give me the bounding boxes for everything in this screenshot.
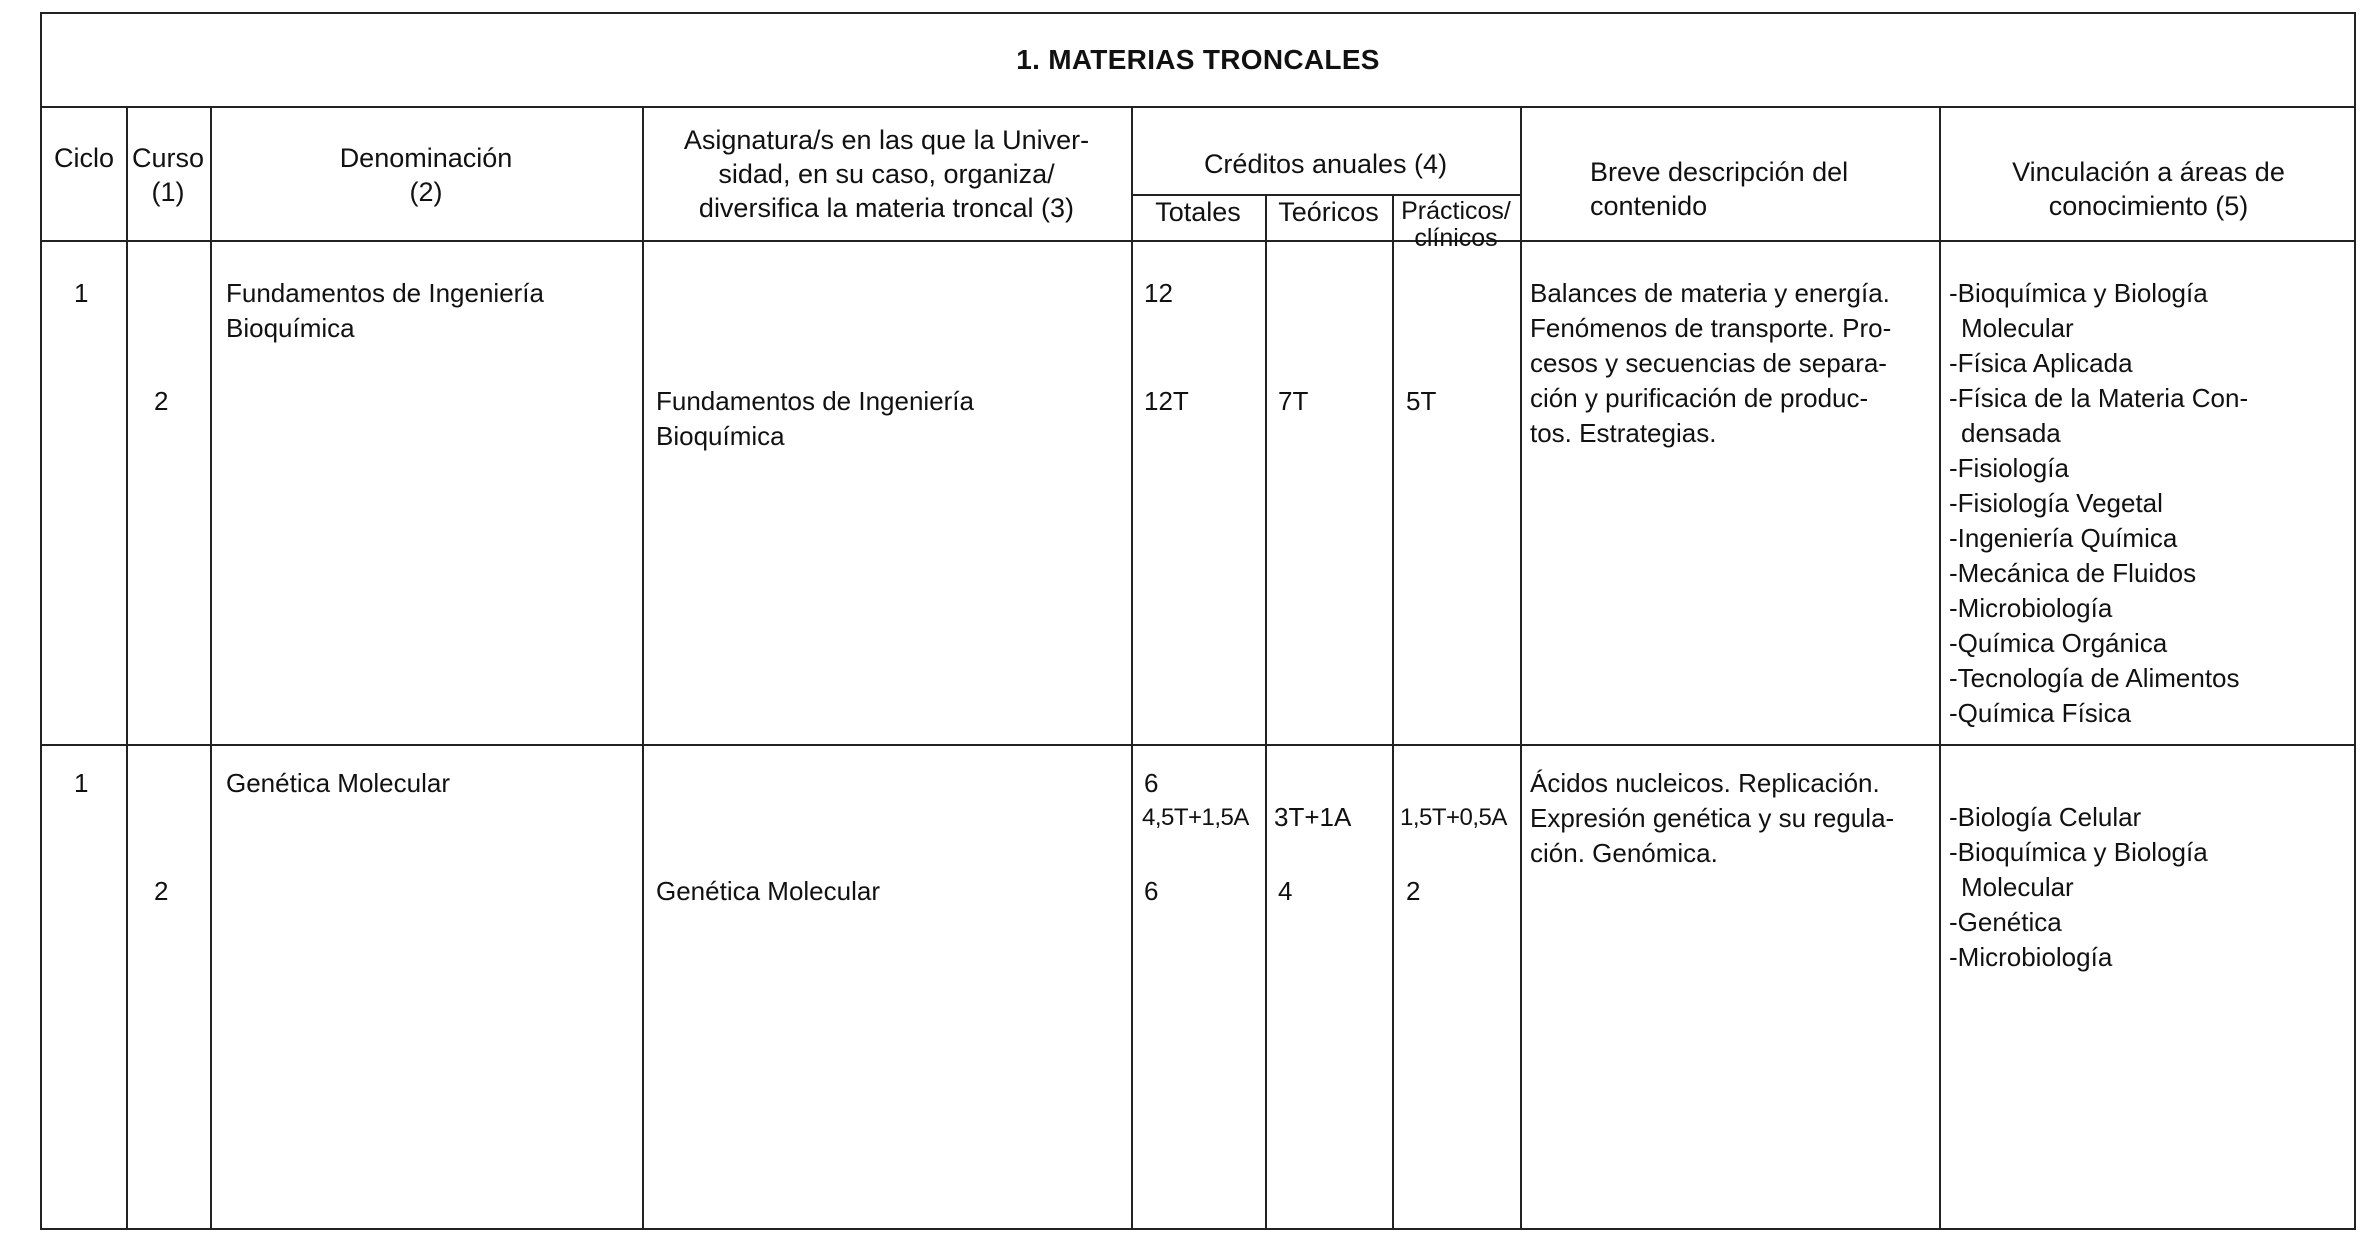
header-descripcion-line2: contenido — [1590, 191, 1708, 221]
row2-totales-detalle: 4,5T+1,5A — [1142, 804, 1249, 831]
row1-ciclo: 1 — [74, 278, 89, 308]
area-item: -Física Aplicada — [1949, 348, 2133, 378]
col-divider — [126, 106, 128, 1230]
area-item: -Microbiología — [1949, 593, 2113, 623]
row2-totales: 6 — [1144, 876, 1159, 906]
header-denominacion-note: (2) — [409, 177, 443, 207]
row1-curso: 2 — [154, 386, 169, 416]
area-item: -Fisiología Vegetal — [1949, 488, 2163, 518]
header-asignatura-line3: diversifica la materia troncal (3) — [698, 193, 1075, 223]
row1-areas-list — [1949, 276, 2248, 731]
header-vinculacion: Vinculación a áreas de — [2012, 157, 2285, 187]
col-divider — [210, 106, 212, 1230]
row2-teoricos-detalle: 3T+1A — [1274, 802, 1352, 832]
area-item: -Bioquímica y Biología — [1949, 278, 2208, 308]
row2-asignatura: Genética Molecular — [656, 876, 880, 906]
header-creditos: Créditos anuales (4) — [1203, 149, 1448, 179]
row1-denominacion: Fundamentos de Ingeniería — [226, 278, 544, 308]
col-divider — [1520, 106, 1522, 1230]
area-item: -Química Orgánica — [1949, 628, 2168, 658]
header-asignatura-line2: sidad, en su caso, organiza/ — [718, 159, 1055, 189]
header-ciclo: Ciclo — [53, 143, 114, 173]
row1-asignatura-line2: Bioquímica — [656, 421, 785, 451]
header-curso: Curso — [131, 143, 205, 173]
row2-ciclo: 1 — [74, 768, 89, 798]
area-item: densada — [1961, 418, 2061, 448]
materias-troncales-table — [40, 12, 2356, 1230]
col-divider — [642, 106, 644, 1230]
row2-curso: 2 — [154, 876, 169, 906]
row1-descripcion: Balances de materia y energía. Fenómenos de transporte. Pro- cesos y secuencias de separa- ción y purificación de produc- tos. Estrategias. — [1530, 278, 1892, 448]
area-item: -Química Física — [1949, 698, 2132, 728]
row2-practicos-detalle: 1,5T+0,5A — [1400, 804, 1507, 831]
row2-teoricos: 4 — [1278, 876, 1293, 906]
area-item: -Ingeniería Química — [1949, 523, 2178, 553]
row2-descripcion: Ácidos nucleicos. Replicación. Expresión genética y su regula- ción. Genómica. — [1530, 768, 1895, 868]
area-item: -Fisiología — [1949, 453, 2069, 483]
area-item: -Microbiología — [1949, 942, 2113, 972]
col-divider — [1131, 106, 1133, 1230]
row1-total-materia: 12 — [1144, 278, 1173, 308]
row1-asignatura: Fundamentos de Ingeniería — [656, 386, 974, 416]
area-item: -Genética — [1949, 907, 2062, 937]
area-item: Molecular — [1961, 872, 2074, 902]
header-practicos: Prácticos/ — [1401, 197, 1511, 225]
col-divider — [1265, 194, 1267, 1230]
row1-denominacion-line2: Bioquímica — [226, 313, 355, 343]
col-divider — [1392, 194, 1394, 1230]
header-teoricos: Teóricos — [1278, 197, 1379, 227]
row2-total-materia: 6 — [1144, 768, 1159, 798]
area-item: -Biología Celular — [1949, 802, 2142, 832]
row1-practicos: 5T — [1406, 386, 1437, 416]
header-totales: Totales — [1155, 197, 1241, 227]
header-descripcion: Breve descripción del — [1590, 157, 1849, 187]
area-item: -Física de la Materia Con- — [1949, 383, 2249, 413]
row1-teoricos: 7T — [1278, 386, 1309, 416]
row2-practicos: 2 — [1406, 876, 1421, 906]
header-asignatura-line1: Asignatura/s en las que la Univer- — [683, 125, 1090, 155]
area-item: Molecular — [1961, 313, 2074, 343]
row2-denominacion: Genética Molecular — [226, 768, 450, 798]
table-title: 1. MATERIAS TRONCALES — [42, 14, 2354, 108]
row2-areas-list — [1949, 800, 2208, 975]
header-vinculacion-line2: conocimiento (5) — [2048, 191, 2249, 221]
header-practicos-line2: clínicos — [1414, 224, 1498, 252]
row-divider — [42, 744, 2354, 746]
col-divider — [1939, 106, 1941, 1230]
header-denominacion: Denominación — [339, 143, 513, 173]
area-item: -Bioquímica y Biología — [1949, 837, 2208, 867]
area-item: -Tecnología de Alimentos — [1949, 663, 2240, 693]
row1-totales: 12T — [1144, 386, 1189, 416]
area-item: -Mecánica de Fluidos — [1949, 558, 2197, 588]
header-curso-note: (1) — [151, 177, 185, 207]
header-bottom-rule — [42, 240, 2354, 242]
